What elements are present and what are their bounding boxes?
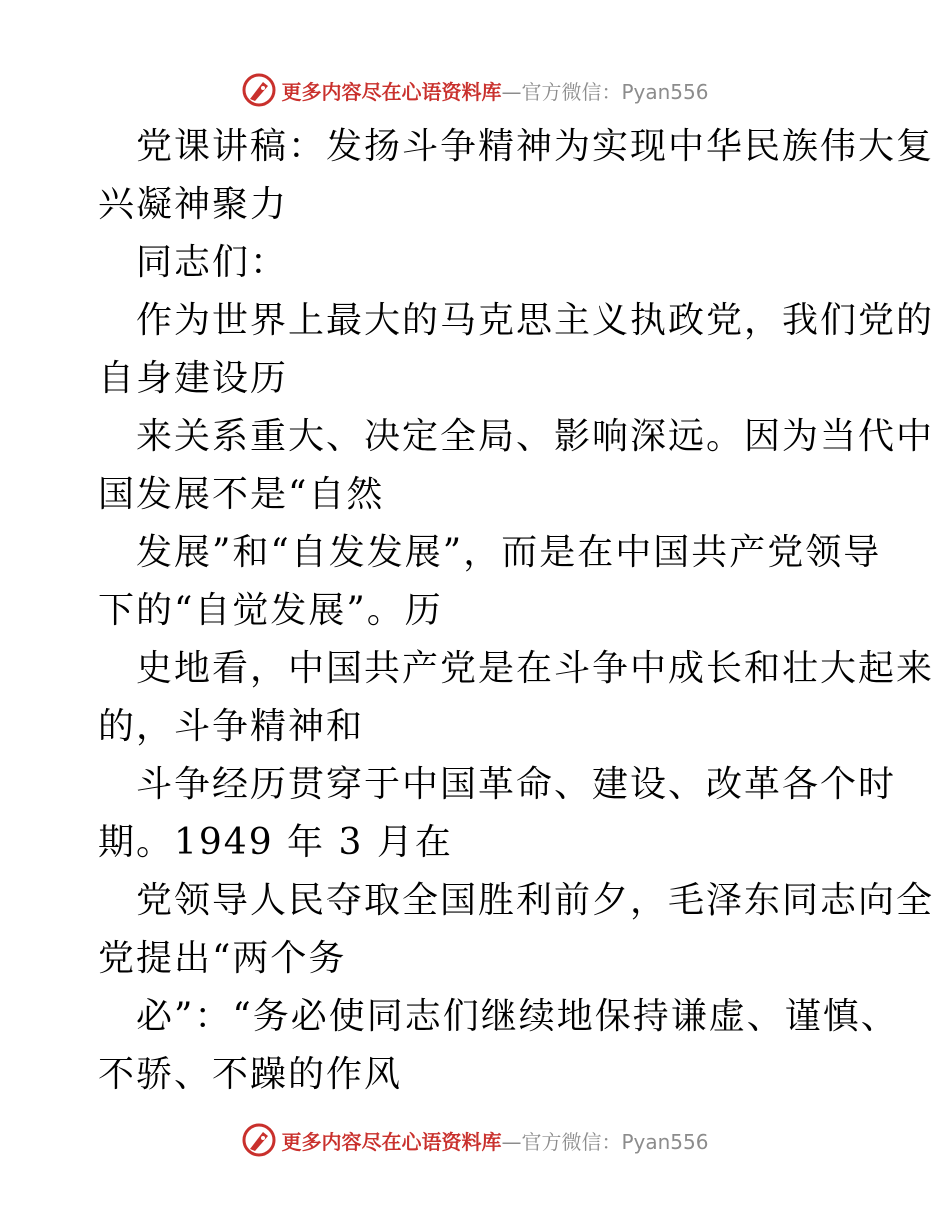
paragraph-line: 同志们： [136, 242, 289, 283]
paragraph [98, 988, 899, 1104]
paragraph [98, 640, 935, 756]
watermark-brand-text: 更多内容尽在心语资料库 [281, 79, 502, 104]
watermark-contact-text: —官方微信：Pyan556 [501, 79, 709, 104]
paragraph-line: 党课讲稿：发扬斗争精神为实现中华民族伟大复 [136, 126, 935, 167]
paragraph-line: 的，斗争精神和 [98, 706, 365, 747]
paragraph [98, 408, 935, 524]
paragraph-line: 必”：“务必使同志们继续地保持谦虚、谨慎、 [136, 996, 899, 1037]
paragraph-line: 党领导人民夺取全国胜利前夕，毛泽东同志向全 [136, 880, 935, 921]
paragraph-line: 发展”和“自发发展”，而是在中国共产党领导 [136, 532, 882, 573]
paragraph-line: 史地看，中国共产党是在斗争中成长和壮大起来 [136, 648, 935, 689]
document-body [98, 118, 935, 1104]
watermark-brand-text: 更多内容尽在心语资料库 [281, 1129, 502, 1154]
paragraph-line: 期。1949 年 3 月在 [98, 822, 453, 863]
paragraph [98, 524, 882, 640]
paragraph-salutation [98, 234, 858, 292]
paragraph-line: 来关系重大、决定全局、影响深远。因为当代中 [136, 416, 935, 457]
watermark-contact-text: —官方微信：Pyan556 [501, 1129, 709, 1154]
paragraph-title [98, 118, 935, 234]
pen-nib-circle-icon [241, 1122, 277, 1158]
paragraph-line: 斗争经历贯穿于中国革命、建设、改革各个时 [136, 764, 897, 805]
paragraph-line: 兴凝神聚力 [98, 184, 289, 225]
paragraph [98, 756, 897, 872]
paragraph [98, 872, 935, 988]
paragraph-line: 国发展不是“自然 [98, 474, 385, 515]
paragraph-line: 作为世界上最大的马克思主义执政党，我们党的 [136, 300, 935, 341]
paragraph-line: 自身建设历 [98, 358, 289, 399]
paragraph-line: 下的“自觉发展”。历 [98, 590, 443, 631]
paragraph-line: 不骄、不躁的作风 [98, 1054, 403, 1095]
footer-watermark [0, 1120, 950, 1160]
paragraph-line: 党提出“两个务 [98, 938, 347, 979]
header-watermark [0, 70, 950, 110]
pen-nib-circle-icon [241, 72, 277, 108]
paragraph [98, 292, 935, 408]
